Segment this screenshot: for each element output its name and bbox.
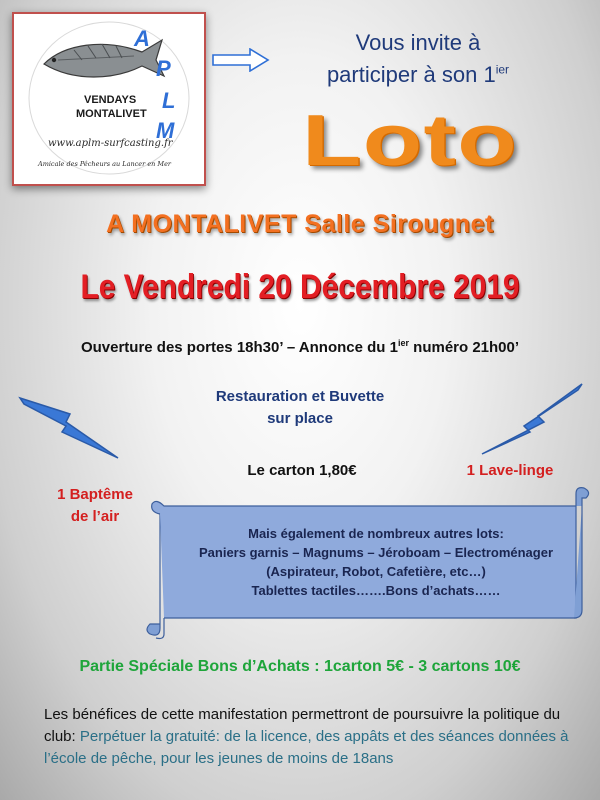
event-date: Le Vendredi 20 Décembre 2019	[80, 268, 520, 306]
benefits-detail: Perpétuer la gratuité: de la licence, des appâts et des séances données à l’école de pêche, pour les jeunes de moins de 18ans	[44, 728, 569, 767]
benefits-paragraph	[44, 704, 574, 770]
other-prizes-list	[176, 524, 576, 600]
restauration-info	[180, 386, 420, 430]
restauration-line2: sur place	[267, 410, 333, 427]
invite-line2	[268, 62, 568, 88]
other-prizes-line3: (Aspirateur, Robot, Cafetière, etc…)	[266, 564, 486, 579]
restauration-line1: Restauration et Buvette	[215, 388, 385, 405]
logo-name-line1: VENDAYS	[84, 94, 137, 106]
logo-letter-p: P	[156, 56, 171, 81]
prize-baptism-flight	[30, 484, 160, 528]
logo-card	[12, 12, 206, 186]
logo-letter-m: M	[156, 118, 175, 143]
opening-sup: ier	[397, 338, 409, 348]
logo-tagline: Amicale des Pêcheurs au Lancer en Mer	[38, 160, 172, 168]
opening-prefix: Ouverture des portes 18h30’ – Annonce du 1	[80, 339, 398, 356]
event-title: Loto	[302, 101, 518, 181]
other-prizes-line4: Tablettes tactiles…….Bons d’achats……	[251, 583, 501, 598]
prize-left-line2: de l’air	[70, 508, 120, 525]
logo-url: www.aplm-surfcasting.fr	[48, 138, 173, 149]
invite-line2-sup: ier	[495, 62, 510, 77]
arrow-right-icon	[212, 48, 270, 72]
opening-suffix: numéro 21h00’	[409, 339, 520, 356]
lightning-bolt-right-icon	[474, 380, 584, 470]
other-prizes-line2: Paniers garnis – Magnums – Jéroboam – Electroménager	[198, 545, 554, 560]
invite-line2-text: participer à son 1	[326, 62, 496, 87]
other-prizes-line1: Mais également de nombreux autres lots:	[248, 526, 504, 541]
lightning-bolt-left-icon	[18, 380, 128, 470]
invite-line1: Vous invite à	[355, 30, 481, 55]
logo-name-line2: MONTALIVET	[76, 108, 147, 120]
opening-times	[0, 338, 600, 356]
logo-letter-l: L	[162, 88, 176, 113]
benefits-intro: Les bénéfices de cette manifestation permettront de poursuivre la politique du club:	[44, 706, 561, 745]
special-game: Partie Spéciale Bons d’Achats : 1carton 5€ - 3 cartons 10€	[79, 658, 521, 675]
venue: A MONTALIVET Salle Sirougnet	[106, 210, 494, 238]
prize-washing-machine: 1 Lave-linge	[466, 462, 554, 479]
carton-price: Le carton 1,80€	[247, 462, 357, 479]
prize-left-line1: 1 Baptême	[57, 486, 133, 503]
logo-letter-a: A	[134, 26, 150, 51]
